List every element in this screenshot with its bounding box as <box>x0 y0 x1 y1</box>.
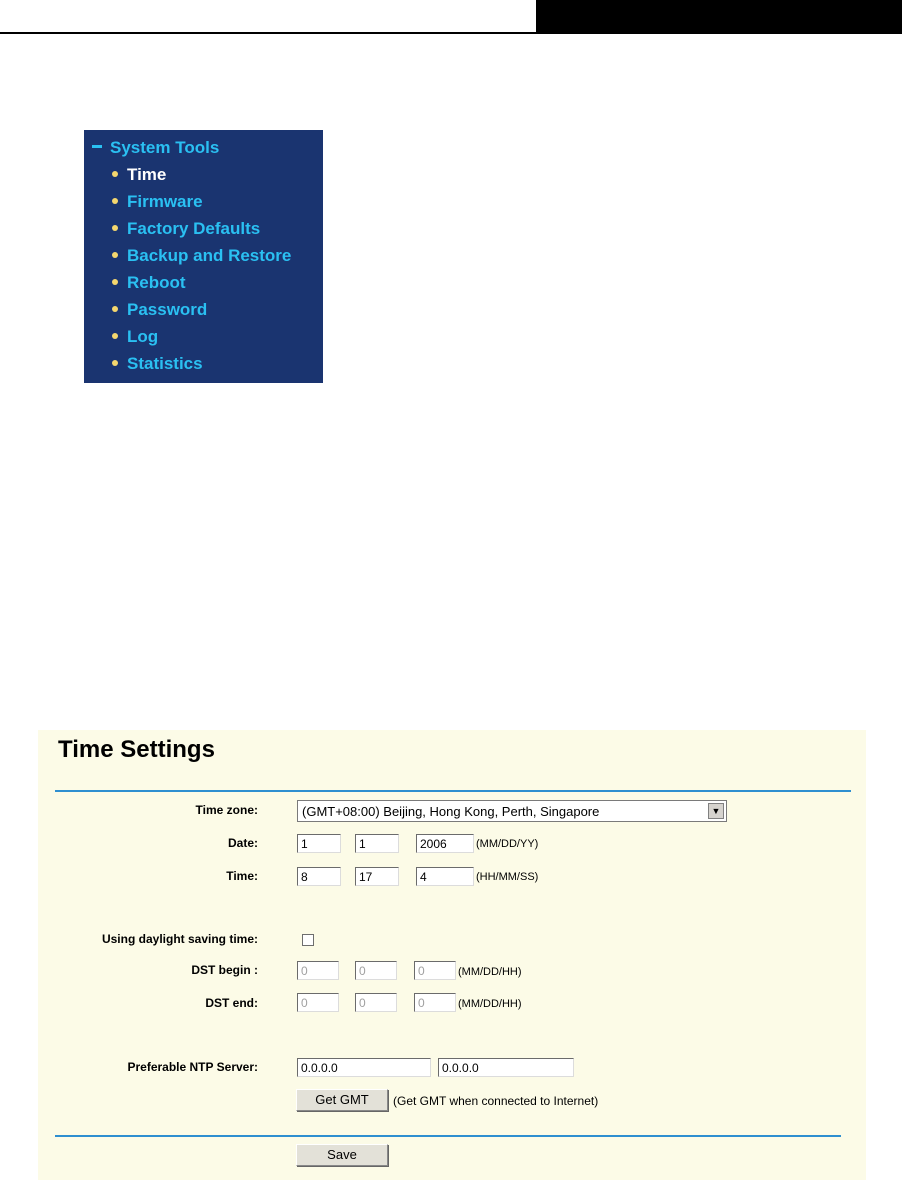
dst-begin-label: DST begin : <box>191 963 258 977</box>
system-tools-menu <box>84 130 323 383</box>
bullet-icon <box>112 360 118 366</box>
dst-end-month-input[interactable] <box>297 993 339 1012</box>
time-hour-input[interactable] <box>297 867 341 886</box>
dst-end-day-input[interactable] <box>355 993 397 1012</box>
time-settings-panel <box>38 730 866 1180</box>
bullet-icon <box>112 252 118 258</box>
dst-end-format-hint: (MM/DD/HH) <box>458 998 522 1010</box>
dst-begin-format-hint: (MM/DD/HH) <box>458 966 522 978</box>
dst-end-hour-input[interactable] <box>414 993 456 1012</box>
ntp-server-label: Preferable NTP Server: <box>127 1060 258 1074</box>
page-title: Time Settings <box>58 736 215 763</box>
get-gmt-button[interactable]: Get GMT <box>296 1089 388 1111</box>
bullet-icon <box>112 279 118 285</box>
header-block <box>536 0 902 34</box>
top-divider <box>55 790 851 792</box>
menu-item-label: Firmware <box>127 192 203 211</box>
bullet-icon <box>112 225 118 231</box>
save-button[interactable]: Save <box>296 1144 388 1166</box>
menu-item-log[interactable] <box>112 327 158 347</box>
date-year-input[interactable] <box>416 834 474 853</box>
bullet-icon <box>112 171 118 177</box>
menu-item-label: Time <box>127 165 167 184</box>
menu-item-label: Statistics <box>127 354 203 373</box>
bullet-icon <box>112 333 118 339</box>
get-gmt-hint: (Get GMT when connected to Internet) <box>393 1094 599 1108</box>
menu-item-time[interactable] <box>112 165 166 185</box>
dst-begin-month-input[interactable] <box>297 961 339 980</box>
date-month-input[interactable] <box>297 834 341 853</box>
menu-item-statistics[interactable] <box>112 354 203 374</box>
dst-label: Using daylight saving time: <box>101 932 258 946</box>
date-label: Date: <box>227 836 258 850</box>
dst-end-label: DST end: <box>205 996 258 1010</box>
menu-item-password[interactable] <box>112 300 207 320</box>
dst-begin-hour-input[interactable] <box>414 961 456 980</box>
menu-item-label: Backup and Restore <box>127 246 292 265</box>
menu-item-label: Password <box>127 300 208 319</box>
bullet-icon <box>112 306 118 312</box>
menu-item-label: Log <box>127 327 159 346</box>
date-day-input[interactable] <box>355 834 399 853</box>
ntp-server-2-input[interactable] <box>438 1058 574 1077</box>
menu-item-firmware[interactable] <box>112 192 203 212</box>
time-zone-label: Time zone: <box>195 803 258 817</box>
menu-item-factory-defaults[interactable] <box>112 219 260 239</box>
time-second-input[interactable] <box>416 867 474 886</box>
time-format-hint: (HH/MM/SS) <box>476 871 539 883</box>
header-line <box>0 32 536 34</box>
menu-item-backup-restore[interactable] <box>112 246 291 266</box>
menu-section-system-tools[interactable] <box>92 138 219 158</box>
dst-checkbox[interactable] <box>302 934 314 946</box>
bullet-icon <box>112 198 118 204</box>
time-minute-input[interactable] <box>355 867 399 886</box>
collapse-icon <box>92 145 102 148</box>
menu-item-label: Reboot <box>127 273 186 292</box>
menu-item-label: Factory Defaults <box>127 219 261 238</box>
chevron-down-icon[interactable]: ▼ <box>708 803 724 819</box>
time-zone-value: (GMT+08:00) Beijing, Hong Kong, Perth, Singapore <box>302 804 600 819</box>
menu-title-label: System Tools <box>110 138 220 157</box>
bottom-divider <box>55 1135 841 1137</box>
date-format-hint: (MM/DD/YY) <box>476 838 539 850</box>
time-zone-select[interactable] <box>297 800 727 822</box>
dst-begin-day-input[interactable] <box>355 961 397 980</box>
time-label: Time: <box>226 869 258 883</box>
ntp-server-1-input[interactable] <box>297 1058 431 1077</box>
menu-item-reboot[interactable] <box>112 273 186 293</box>
